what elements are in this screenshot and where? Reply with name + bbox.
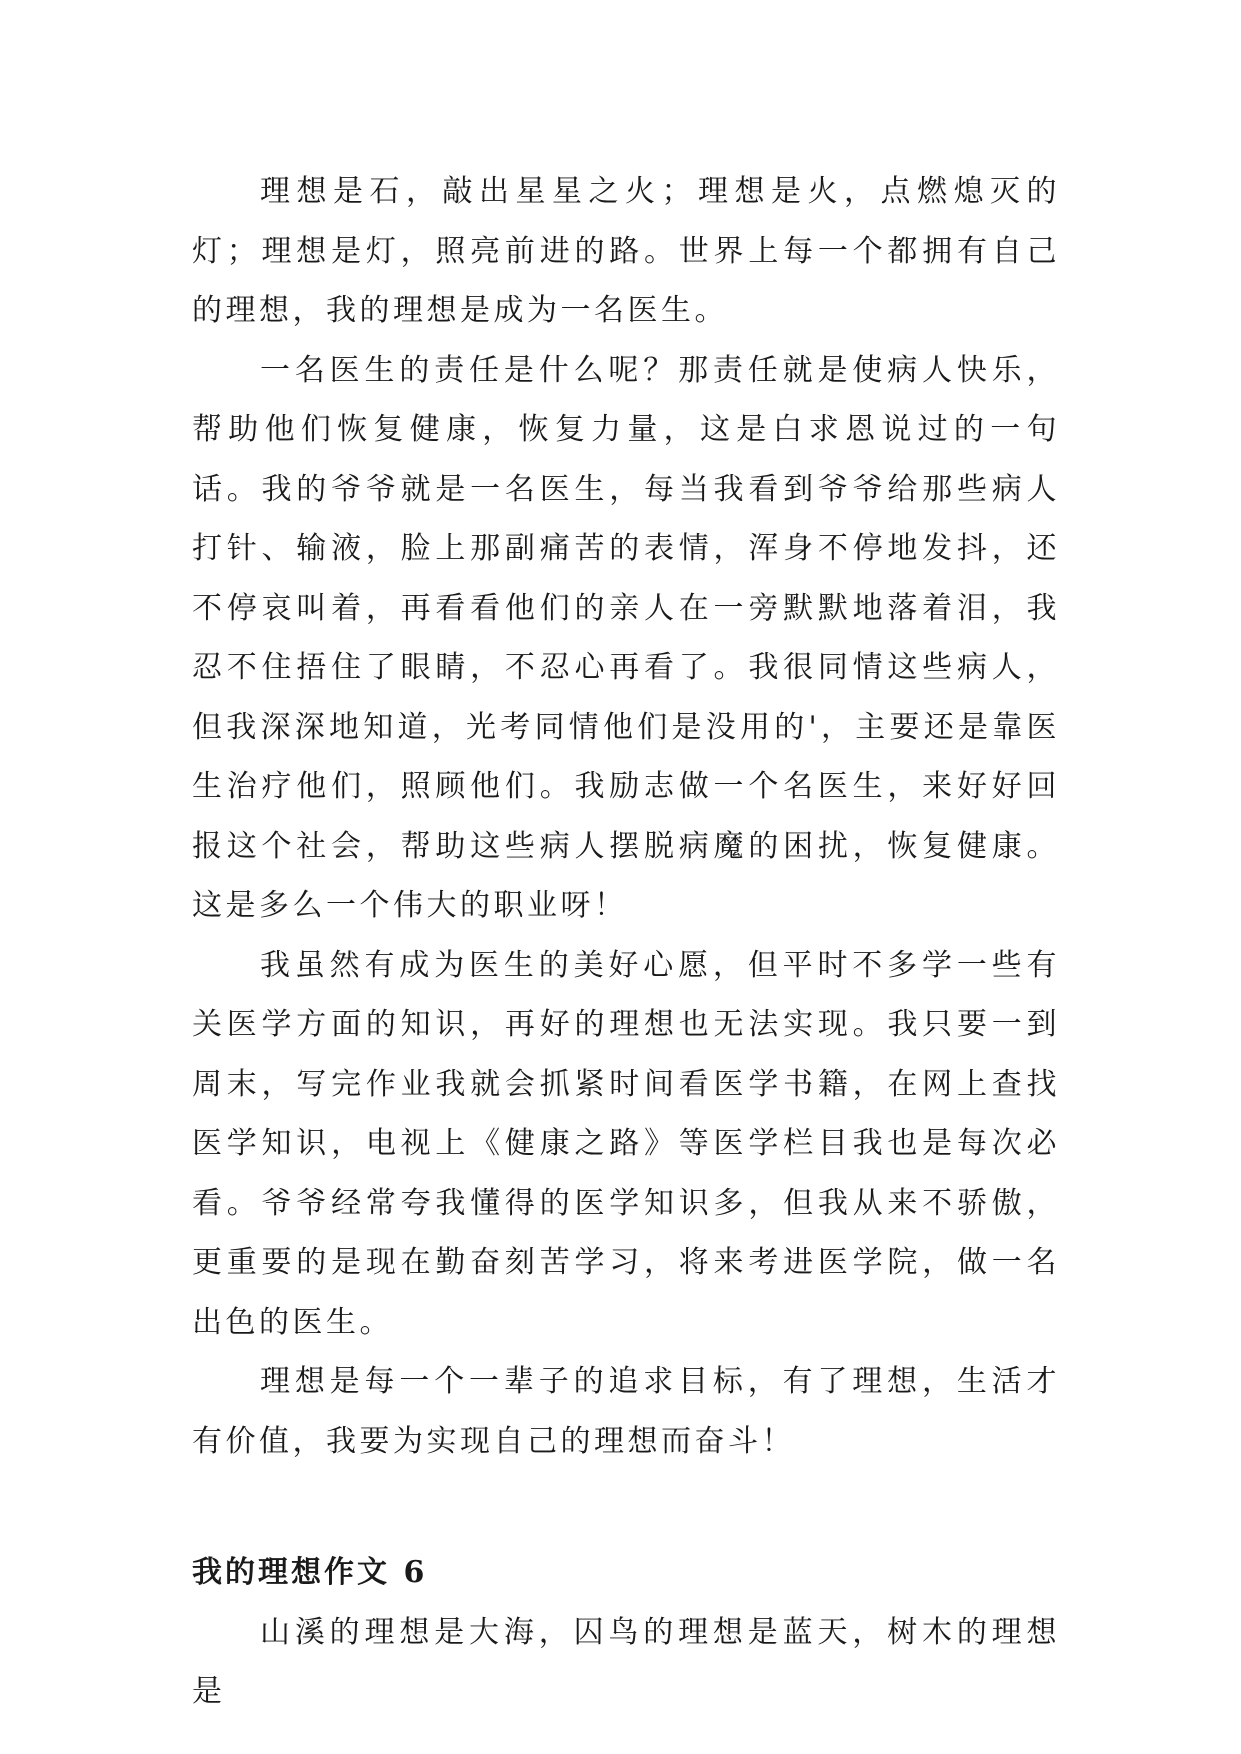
paragraph: 一名医生的责任是什么呢？那责任就是使病人快乐，帮助他们恢复健康，恢复力量，这是白求恩说过的一句话。我的爷爷就是一名医生，每当我看到爷爷给那些病人打针、输液，脸上那副痛苦的表情，浑身不停地发抖，还不停哀叫着，再看看他们的亲人在一旁默默地落着泪，我忍不住捂住了眼睛，不忍心再看了。我很同情这些病人，但我深深地知道，光考同情他们是没用的'，主要还是靠医生治疗他们，照顾他们。我励志做一个名医生，来好好回报这个社会，帮助这些病人摆脱病魔的困扰，恢复健康。这是多么一个伟大的职业呀！	[192, 352, 1060, 923]
document-page	[192, 162, 1060, 1722]
paragraph: 理想是每一个一辈子的追求目标，有了理想，生活才有价值，我要为实现自己的理想而奋斗！	[192, 1364, 1060, 1459]
paragraph: 我虽然有成为医生的美好心愿，但平时不多学一些有关医学方面的知识，再好的理想也无法实现。我只要一到周末，写完作业我就会抓紧时间看医学书籍，在网上查找医学知识，电视上《健康之路》等医学栏目我也是每次必看。爷爷经常夸我懂得的医学知识多，但我从来不骄傲，更重要的是现在勤奋刻苦学习，将来考进医学院，做一名出色的医生。	[192, 947, 1060, 1340]
section-heading: 我的理想作文 6	[192, 1555, 428, 1590]
paragraph: 理想是石，敲出星星之火；理想是火，点燃熄灭的灯；理想是灯，照亮前进的路。世界上每一个都拥有自己的理想，我的理想是成为一名医生。	[192, 174, 1060, 328]
paragraph: 山溪的理想是大海，囚鸟的理想是蓝天，树木的理想是	[192, 1614, 1060, 1709]
